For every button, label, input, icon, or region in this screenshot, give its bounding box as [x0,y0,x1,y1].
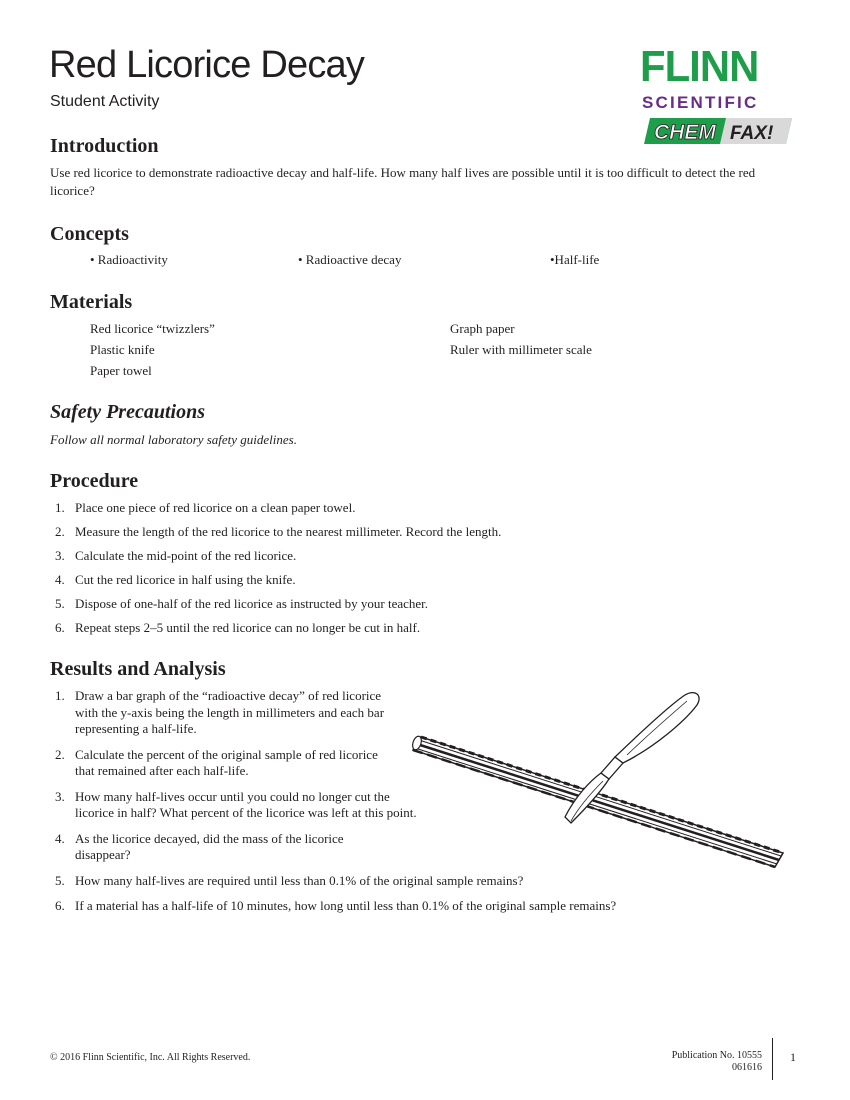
question-text: Draw a bar graph of the “radioactive decay” of red licorice with the y-axis being the length in millimeters and each bar representing a half-life. [75,688,385,736]
procedure-heading: Procedure [50,470,139,492]
step-text: Measure the length of the red licorice to the nearest millimeter. Record the length. [75,524,502,539]
logo-flinn-text: FLINN [640,42,759,91]
publication-number: Publication No. 10555 [671,1050,762,1061]
chemfax-right-text: FAX! [730,123,774,144]
licorice-stick [411,735,783,867]
question-number: 1. [55,688,65,703]
logo-scientific-text: SCIENTIFIC [642,93,759,112]
results-question [50,831,400,864]
procedure-step [50,524,770,548]
results-heading: Results and Analysis [50,658,226,680]
step-text: Repeat steps 2–5 until the red licorice can no longer be cut in half. [75,620,421,635]
step-text: Cut the red licorice in half using the knife. [75,572,296,587]
step-number: 2. [55,524,65,539]
introduction-heading: Introduction [50,135,159,157]
question-text: How many half-lives occur until you could no longer cut the licorice in half? What percent of the licorice was left at this point. [75,788,417,820]
question-text: If a material has a half-life of 10 minutes, how long until less than 0.1% of the original sample remains? [75,898,617,913]
step-number: 5. [55,596,65,611]
safety-heading: Safety Precautions [50,401,205,423]
licorice-knife-illustration [405,685,805,885]
concept-item: • Radioactive decay [298,252,402,267]
step-text: Dispose of one-half of the red licorice as instructed by your teacher. [75,596,429,611]
procedure-step [50,596,770,620]
procedure-step [50,620,770,644]
procedure-step [50,500,770,524]
step-number: 1. [55,500,65,515]
step-number: 3. [55,548,65,563]
results-question [50,789,425,822]
chemfax-left-text: CHEM [654,121,716,144]
publication-code: 061616 [732,1062,762,1073]
page-subtitle: Student Activity [50,93,160,110]
question-text: How many half-lives are required until less than 0.1% of the original sample remains? [75,872,524,888]
step-number: 4. [55,572,65,587]
publication-info [620,1050,762,1074]
introduction-text: Use red licorice to demonstrate radioactive decay and half-life. How many half lives are possible until it is too difficult to detect the red licorice? [50,165,756,198]
page-number: 1 [790,1050,796,1064]
procedure-list [50,500,770,644]
concept-item: • Radioactivity [90,252,168,267]
question-number: 4. [55,830,65,846]
question-text: Calculate the percent of the original sample of red licorice that remained after each half-life. [75,746,378,778]
concepts-heading: Concepts [50,223,129,245]
results-question [50,898,790,915]
copyright-text: © 2016 Flinn Scientific, Inc. All Rights Reserved. [50,1052,251,1063]
question-text: As the licorice decayed, did the mass of the licorice disappear? [75,830,344,862]
question-number: 2. [55,746,65,762]
material-item: Red licorice “twizzlers” [90,321,215,336]
question-number: 5. [55,872,65,888]
material-item: Ruler with millimeter scale [450,342,592,357]
materials-heading: Materials [50,291,133,313]
procedure-step [50,572,770,596]
concept-item: •Half-life [550,252,600,267]
safety-text: Follow all normal laboratory safety guidelines. [50,432,297,447]
chemfax-badge [644,116,794,146]
page-title: Red Licorice Decay [49,44,365,86]
question-number: 6. [55,898,65,913]
material-item: Plastic knife [90,342,155,357]
step-text: Place one piece of red licorice on a clean paper towel. [75,500,356,515]
material-item: Graph paper [450,321,515,336]
results-question [50,747,400,780]
flinn-scientific-logo [636,42,806,156]
footer-divider [772,1038,773,1080]
step-number: 6. [55,620,65,635]
step-text: Calculate the mid-point of the red licorice. [75,548,297,563]
question-number: 3. [55,788,65,804]
material-item: Paper towel [90,363,152,378]
results-question [50,688,400,738]
procedure-step [50,548,770,572]
